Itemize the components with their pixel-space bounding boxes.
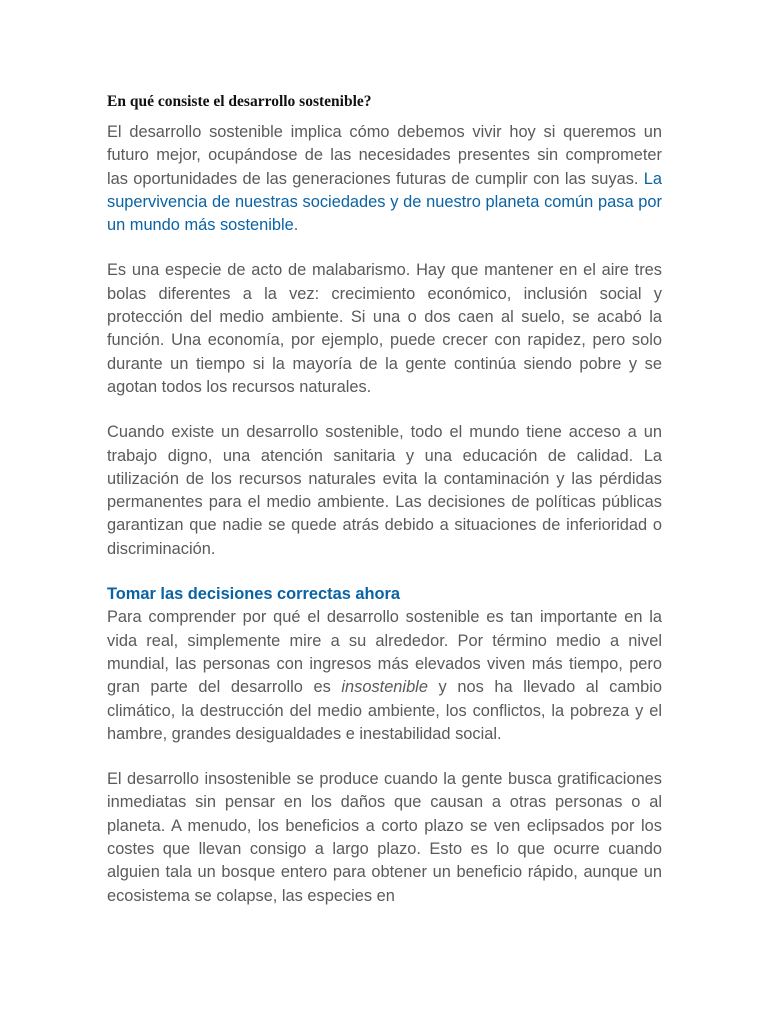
paragraph-sustainable-development: Cuando existe un desarrollo sostenible, todo el mundo tiene acceso a un trabajo digno, una atención sanitaria y una educación de calidad. La utilización de los recursos naturales evita la contaminación y las pérdidas permanentes para el medio ambiente. Las decisiones de políticas públicas garantizan que nadie se quede atrás debido a situaciones de inferioridad o discriminación. (107, 423, 662, 558)
paragraph-real-life-after: y nos ha llevado al cambio climático, la destrucción del medio ambiente, los conflictos, la pobreza y el hambre, grandes desigualdades e inestabilidad social. (107, 678, 662, 743)
paragraph-unsustainable: El desarrollo insostenible se produce cuando la gente busca gratificaciones inmediatas sin pensar en los daños que causan a otras personas o al planeta. A menudo, los beneficios a corto plazo se ven eclipsados por los costes que llevan consigo a largo plazo. Esto es lo que ocurre cuando alguien tala un bosque entero para obtener un beneficio rápido, aunque un ecosistema se colapse, las especies en (107, 770, 662, 905)
section-subheading: Tomar las decisiones correctas ahora (107, 585, 401, 604)
paragraph-real-life-before: Para comprender por qué el desarrollo sostenible es tan importante en la vida real, simplemente mire a su alrededor. Por término medio a nivel mundial, las personas con ingresos más elevados viven más tiempo, pero gran parte del desarrollo es (107, 608, 662, 697)
paragraph-intro (107, 121, 662, 237)
paragraph-intro-end: . (293, 216, 299, 235)
paragraph-juggling: Es una especie de acto de malabarismo. Hay que mantener en el aire tres bolas diferentes a la vez: crecimiento económico, inclusión social y protección del medio ambiente. Si una o dos caen al suelo, se acabó la función. Una economía, por ejemplo, puede crecer con rapidez, pero solo durante un tiempo si la mayoría de la gente continúa siendo pobre y se agotan todos los recursos naturales. (107, 261, 662, 396)
paragraph-intro-text: El desarrollo sostenible implica cómo debemos vivir hoy si queremos un futuro mejor, ocupándose de las necesidades presentes sin comprometer las oportunidades de las generaciones futuras de cumplir con las suyas. (107, 123, 662, 188)
italic-term: insostenible (341, 678, 428, 697)
highlighted-link[interactable]: La supervivencia de nuestras sociedades y de nuestro planeta común pasa por un mundo más sostenible (107, 169, 662, 235)
paragraph-real-life (107, 606, 662, 746)
document-title: En qué consiste el desarrollo sostenible? (107, 93, 372, 110)
